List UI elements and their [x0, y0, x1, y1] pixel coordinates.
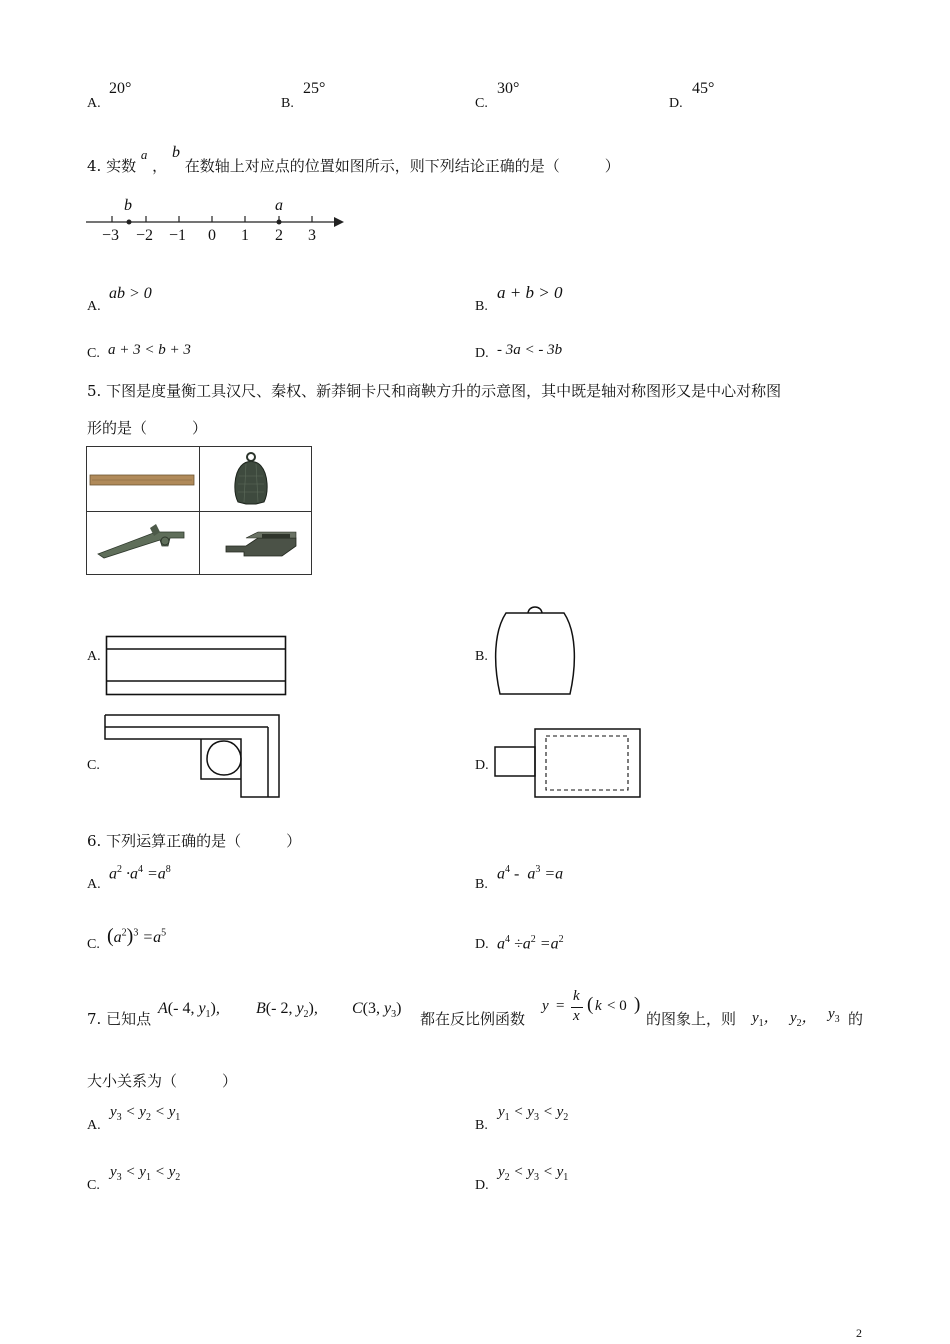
number-line-point-b: b: [124, 197, 132, 214]
q7-y2: $y_2$，: [790, 1010, 817, 1029]
q3-option-b-label: B.: [281, 96, 294, 111]
q7-stem-line2: 大小关系为（ ）: [87, 1072, 238, 1090]
q3-option-b-value: 25°: [303, 80, 326, 97]
q3-option-a-value: 20°: [109, 80, 132, 97]
tick-label: 2: [275, 227, 283, 244]
option-d-sheng-diagram: [493, 727, 643, 799]
q6-stem: 6. 下列运算正确的是（ ）: [87, 832, 302, 850]
q7-end: 的: [848, 1010, 864, 1028]
q6-option-b-label: B.: [475, 877, 488, 892]
q4-option-b-expr: a + b > 0: [497, 283, 563, 302]
q4-option-b-label: B.: [475, 299, 488, 314]
option-c-caliper-diagram: [103, 713, 283, 800]
q4-option-c-label: C.: [87, 346, 100, 361]
q7-y1: $y_1$，: [752, 1010, 779, 1029]
q4-option-d-expr: - 3a < - 3b: [497, 342, 563, 358]
q3-option-d-label: D.: [669, 96, 683, 111]
q6-option-c-expr: $(a^2)^3 =a^5$: [107, 925, 167, 947]
q7-tail-text: 的图象上，则: [646, 1010, 737, 1028]
q7-option-b-label: B.: [475, 1118, 488, 1133]
q7-option-c-label: C.: [87, 1178, 100, 1193]
q6-option-b-expr: $a^4 - a^3 =a$: [497, 864, 564, 883]
q5-option-b-label: B.: [475, 649, 488, 664]
tick-label: 1: [241, 227, 249, 244]
q4-option-c-expr: a + 3 < b + 3: [108, 342, 191, 358]
q6-option-d-label: D.: [475, 937, 489, 952]
q7-option-c-expr: $y_3 < y_1 < y_2$: [110, 1164, 181, 1183]
q4-option-a-label: A.: [87, 299, 101, 314]
page-number: 2: [856, 1326, 862, 1340]
tick-label: −2: [136, 227, 154, 244]
q4-var-a: a: [140, 147, 148, 162]
q4-stem: [87, 144, 620, 176]
q4-stem-suffix: 在数轴上对应点的位置如图所示，则下列结论正确的是（ ）: [184, 157, 620, 175]
q6-option-c-label: C.: [87, 937, 100, 952]
tick-label: 0: [208, 227, 216, 244]
q5-stem-line1: 5. 下图是度量衡工具汉尺、秦权、新莽铜卡尺和商鞅方升的示意图，其中既是轴对称图形又是中心对称图: [87, 382, 782, 400]
q7-mid-text: 都在反比例函数: [420, 1010, 526, 1028]
q7-option-a-expr: $y_3 < y_2 < y_1$: [110, 1104, 181, 1123]
q7-point-b: B(- 2, $y_2$),: [256, 1000, 318, 1021]
q7-y3: $y_3$: [828, 1006, 840, 1025]
q4-stem-prefix: 4. 实数: [87, 157, 137, 175]
q4-option-a-expr: ab > 0: [109, 285, 152, 302]
q5-option-c-label: C.: [87, 758, 100, 773]
q7-point-c: C(3, $y_3$): [352, 1000, 402, 1021]
tick-label: −1: [169, 227, 187, 244]
option-b-weight-diagram: [490, 603, 580, 698]
option-a-ruler-diagram: [105, 635, 287, 697]
q3-option-c-label: C.: [475, 96, 488, 111]
q6-option-a-label: A.: [87, 877, 101, 892]
xinmang-caliper-image: [98, 524, 184, 558]
q7-option-d-expr: $y_2 < y_3 < y_1$: [498, 1164, 569, 1183]
q4-option-d-label: D.: [475, 346, 489, 361]
q7-option-b-expr: $y_1 < y_3 < y_2$: [498, 1104, 569, 1123]
q4-comma: ，: [152, 157, 168, 175]
q3-option-c-value: 30°: [497, 80, 520, 97]
number-line-point-a: a: [275, 197, 283, 214]
q6-option-a-expr: $a^2 \cdot a^4 =a^8$: [109, 864, 171, 883]
q5-option-d-label: D.: [475, 758, 489, 773]
measuring-tools-photos: [86, 446, 312, 575]
tick-label: −3: [102, 227, 120, 244]
tick-label: 3: [308, 227, 316, 244]
shang-yang-sheng-image: [226, 532, 296, 556]
qin-weight-image: [235, 453, 267, 504]
q5-stem-line2: 形的是（ ）: [87, 419, 208, 437]
q5-option-a-label: A.: [87, 649, 101, 664]
q4-var-b: b: [171, 144, 180, 161]
q7-stem-prefix: 7. 已知点: [87, 1010, 152, 1028]
q7-point-a: A(- 4, $y_1$),: [158, 1000, 220, 1021]
q7-option-a-label: A.: [87, 1118, 101, 1133]
q6-option-d-expr: $a^4 \div a^2 =a^2$: [497, 934, 564, 953]
q3-option-a-label: A.: [87, 96, 101, 111]
q3-option-d-value: 45°: [692, 80, 715, 97]
q7-option-d-label: D.: [475, 1178, 489, 1193]
